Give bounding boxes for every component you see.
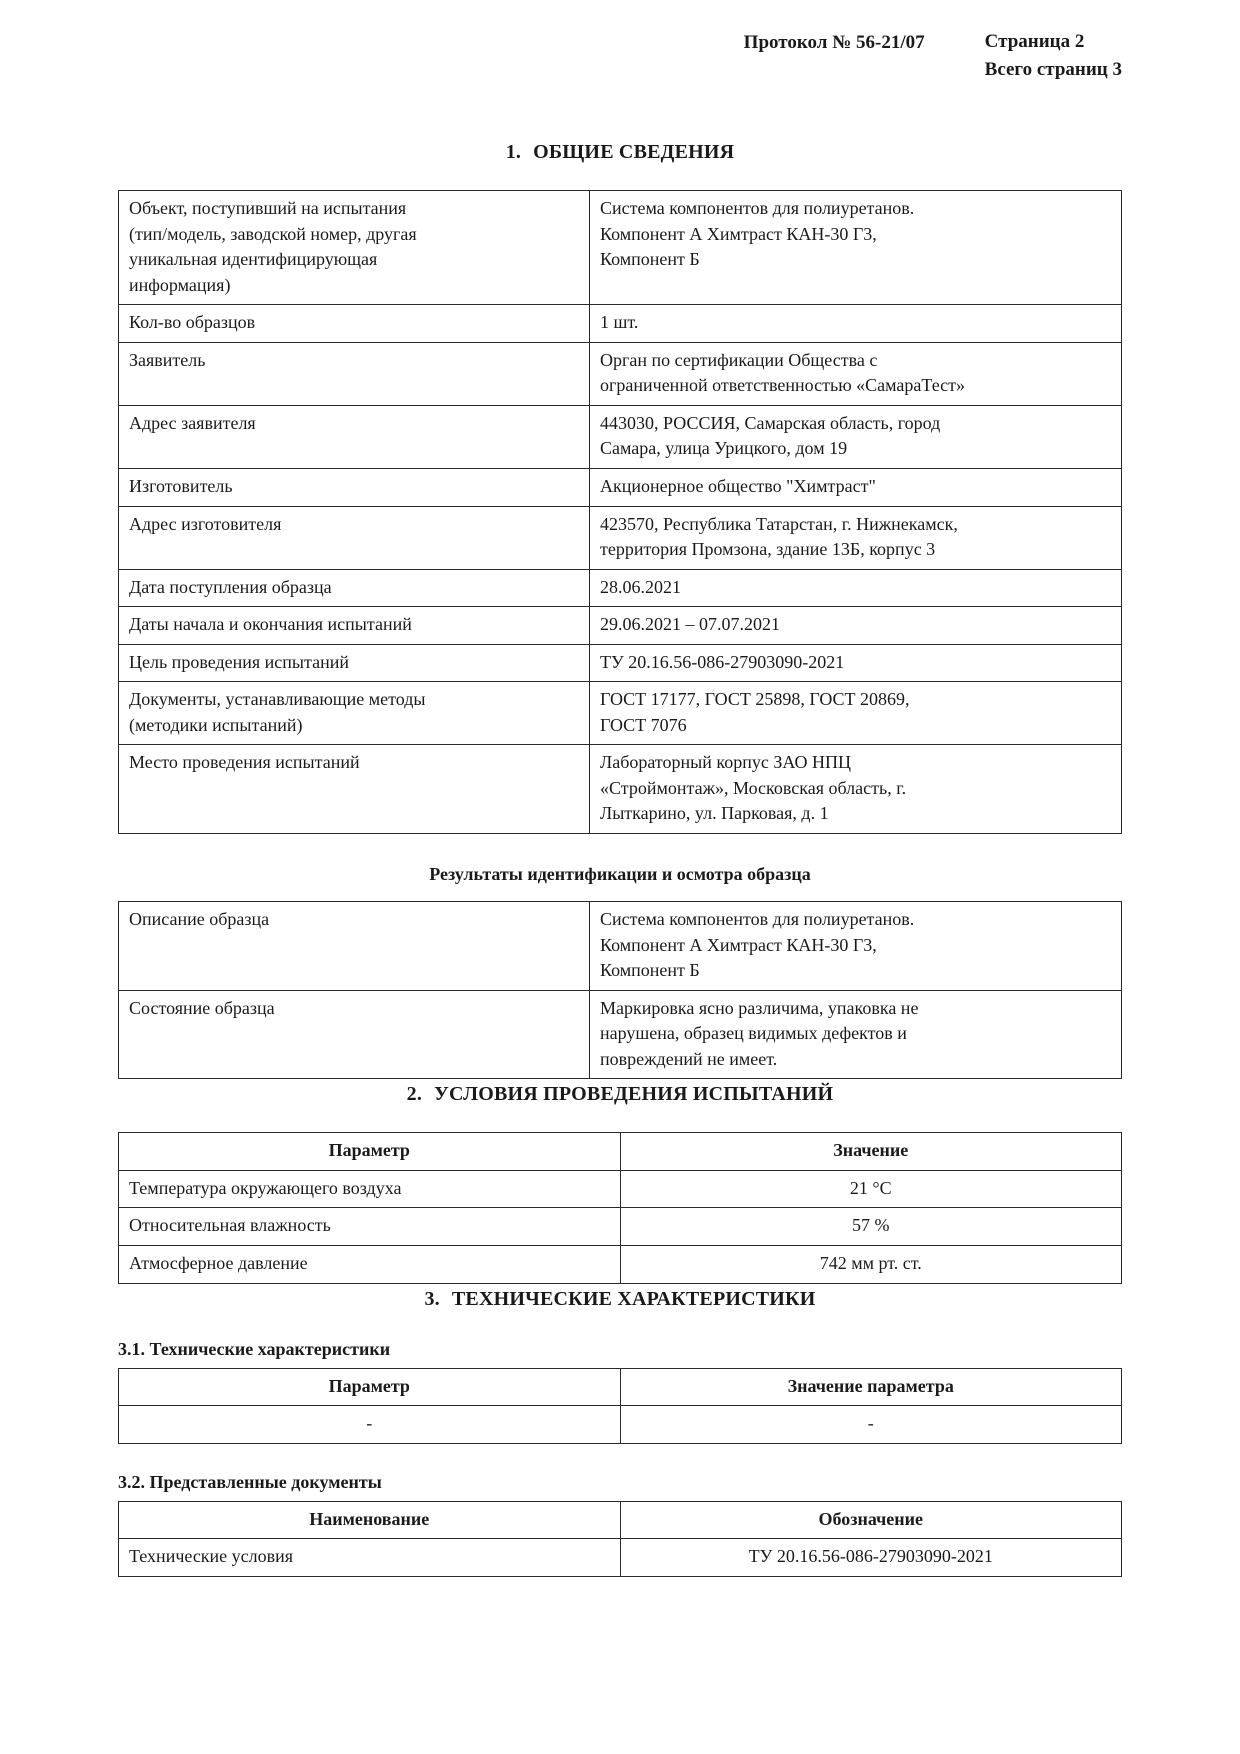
submitted-documents-table-body — [119, 1539, 1122, 1577]
text-line: Место проведения испытаний — [129, 752, 360, 773]
section-1-heading — [118, 141, 1122, 164]
section-2-title: УСЛОВИЯ ПРОВЕДЕНИЯ ИСПЫТАНИЙ — [434, 1083, 834, 1106]
row-value: ТУ 20.16.56-086-27903090-2021 — [620, 1539, 1122, 1577]
row-value — [590, 342, 1122, 405]
text-line: ТУ 20.16.56-086-27903090-2021 — [600, 651, 845, 672]
text-line: Состояние образца — [129, 997, 275, 1018]
general-info-table-wrapper — [118, 190, 1122, 834]
text-line: «Строймонтаж», Московская область, г. — [600, 777, 907, 798]
row-value — [590, 745, 1122, 834]
tech-characteristics-table-wrapper — [118, 1368, 1122, 1444]
row-label — [119, 469, 590, 507]
text-line: (тип/модель, заводской номер, другая — [129, 223, 417, 244]
text-line: Самара, улица Урицкого, дом 19 — [600, 438, 848, 459]
text-line: Изготовитель — [129, 476, 233, 497]
section-1-title: ОБЩИЕ СВЕДЕНИЯ — [533, 141, 735, 164]
text-line: Дата поступления образца — [129, 576, 332, 597]
subsection-3-1-heading: 3.1. Технические характеристики — [118, 1338, 391, 1359]
document-header — [118, 28, 1122, 83]
text-line: Лыткарино, ул. Парковая, д. 1 — [600, 803, 829, 824]
table-row — [119, 1170, 1122, 1208]
text-line: Орган по сертификации Общества с — [600, 349, 878, 370]
text-line: Система компонентов для полиуретанов. — [600, 198, 915, 219]
row-value — [590, 305, 1122, 343]
table-row — [119, 990, 1122, 1079]
row-value: 742 мм рт. ст. — [620, 1245, 1122, 1283]
row-label — [119, 191, 590, 305]
column-header-name: Наименование — [119, 1501, 621, 1539]
table-row — [119, 305, 1122, 343]
table-row — [119, 506, 1122, 569]
text-line: Описание образца — [129, 909, 270, 930]
page-numbering — [985, 28, 1122, 83]
table-row — [119, 342, 1122, 405]
tech-characteristics-table-body — [119, 1406, 1122, 1444]
section-3-heading — [118, 1288, 1122, 1311]
protocol-number: Протокол № 56-21/07 — [743, 32, 925, 53]
text-line: Компонент Б — [600, 249, 700, 270]
table-row — [119, 1539, 1122, 1577]
row-label — [119, 745, 590, 834]
section-1-number: 1. — [505, 141, 522, 164]
row-label — [119, 506, 590, 569]
table-header-row — [119, 1133, 1122, 1171]
section-3-title: ТЕХНИЧЕСКИЕ ХАРАКТЕРИСТИКИ — [451, 1287, 816, 1310]
text-line: ограниченной ответственностью «СамараТест» — [600, 375, 965, 396]
table-row — [119, 405, 1122, 468]
row-value — [590, 902, 1122, 991]
text-line: ГОСТ 7076 — [600, 714, 687, 735]
text-line: Компонент А Химтраст КАН-30 Г3, — [600, 223, 877, 244]
table-row — [119, 682, 1122, 745]
row-value — [590, 682, 1122, 745]
text-line: 28.06.2021 — [600, 576, 681, 597]
text-line: Лабораторный корпус ЗАО НПЦ — [600, 752, 851, 773]
text-line: ГОСТ 17177, ГОСТ 25898, ГОСТ 20869, — [600, 689, 910, 710]
row-value — [590, 607, 1122, 645]
table-row — [119, 1208, 1122, 1246]
text-line: Акционерное общество "Химтраст" — [600, 476, 876, 497]
text-line: 1 шт. — [600, 312, 639, 333]
section-3-number: 3. — [424, 1287, 440, 1310]
row-parameter: Температура окружающего воздуха — [119, 1170, 621, 1208]
page-number: Страница 2 — [984, 31, 1085, 52]
text-line: Даты начала и окончания испытаний — [129, 614, 412, 635]
table-row — [119, 469, 1122, 507]
tech-characteristics-table-head — [119, 1368, 1122, 1406]
identification-table — [118, 901, 1122, 1079]
submitted-documents-table-head — [119, 1501, 1122, 1539]
row-value — [590, 644, 1122, 682]
submitted-documents-table-wrapper — [118, 1501, 1122, 1577]
identification-table-wrapper — [118, 901, 1122, 1079]
row-label — [119, 682, 590, 745]
table-row — [119, 745, 1122, 834]
row-parameter: - — [119, 1406, 621, 1444]
text-line: Компонент Б — [600, 960, 700, 981]
text-line: Объект, поступивший на испытания — [129, 198, 407, 219]
text-line: 443030, РОССИЯ, Самарская область, город — [600, 412, 941, 433]
row-label — [119, 305, 590, 343]
total-pages: Всего страниц 3 — [984, 58, 1122, 80]
text-line: 29.06.2021 – 07.07.2021 — [600, 614, 780, 635]
text-line: Маркировка ясно различима, упаковка не — [600, 997, 919, 1018]
row-label — [119, 990, 590, 1079]
row-value — [590, 191, 1122, 305]
identification-table-body — [119, 902, 1122, 1079]
row-value — [590, 569, 1122, 607]
row-label — [119, 569, 590, 607]
section-2-number: 2. — [406, 1083, 423, 1106]
text-line: повреждений не имеет. — [600, 1048, 778, 1069]
table-row — [119, 191, 1122, 305]
column-header-parameter-value: Значение параметра — [620, 1368, 1122, 1406]
table-row — [119, 1245, 1122, 1283]
text-line: нарушена, образец видимых дефектов и — [600, 1023, 907, 1044]
submitted-documents-table — [118, 1501, 1122, 1577]
column-header-designation: Обозначение — [620, 1501, 1122, 1539]
row-value: - — [620, 1406, 1122, 1444]
text-line: Адрес заявителя — [129, 412, 256, 433]
row-parameter: Технические условия — [119, 1539, 621, 1577]
test-conditions-table — [118, 1132, 1122, 1283]
column-header-parameter: Параметр — [119, 1133, 621, 1171]
text-line: Документы, устанавливающие методы — [129, 689, 426, 710]
row-label — [119, 644, 590, 682]
text-line: Цель проведения испытаний — [129, 651, 349, 672]
row-label — [119, 342, 590, 405]
row-value: 57 % — [620, 1208, 1122, 1246]
row-label — [119, 607, 590, 645]
table-row — [119, 644, 1122, 682]
table-header-row — [119, 1368, 1122, 1406]
column-header-parameter: Параметр — [119, 1368, 621, 1406]
subsection-3-2-heading: 3.2. Представленные документы — [118, 1471, 382, 1492]
section-2-heading — [118, 1083, 1122, 1106]
row-value — [590, 405, 1122, 468]
row-value — [590, 990, 1122, 1079]
text-line: 423570, Республика Татарстан, г. Нижнекамск, — [600, 513, 958, 534]
test-conditions-table-head — [119, 1133, 1122, 1171]
row-value: 21 °C — [620, 1170, 1122, 1208]
row-label — [119, 405, 590, 468]
table-row — [119, 569, 1122, 607]
text-line: Система компонентов для полиуретанов. — [600, 909, 915, 930]
text-line: (методики испытаний) — [129, 714, 303, 735]
table-row — [119, 1406, 1122, 1444]
general-info-table-body — [119, 191, 1122, 834]
row-parameter: Относительная влажность — [119, 1208, 621, 1246]
table-header-row — [119, 1501, 1122, 1539]
text-line: Компонент А Химтраст КАН-30 Г3, — [600, 934, 877, 955]
table-row — [119, 902, 1122, 991]
text-line: уникальная идентифицирующая — [129, 249, 378, 270]
identification-heading: Результаты идентификации и осмотра образца — [429, 864, 811, 885]
text-line: Кол-во образцов — [129, 312, 256, 333]
column-header-value: Значение — [620, 1133, 1122, 1171]
text-line: Заявитель — [129, 349, 206, 370]
test-conditions-table-body — [119, 1170, 1122, 1283]
row-label — [119, 902, 590, 991]
test-conditions-table-wrapper — [118, 1132, 1122, 1283]
text-line: территория Промзона, здание 13Б, корпус 3 — [600, 539, 936, 560]
table-row — [119, 607, 1122, 645]
text-line: Адрес изготовителя — [129, 513, 282, 534]
row-value — [590, 469, 1122, 507]
row-parameter: Атмосферное давление — [119, 1245, 621, 1283]
row-value — [590, 506, 1122, 569]
general-info-table — [118, 190, 1122, 834]
text-line: информация) — [129, 274, 231, 295]
tech-characteristics-table — [118, 1368, 1122, 1444]
